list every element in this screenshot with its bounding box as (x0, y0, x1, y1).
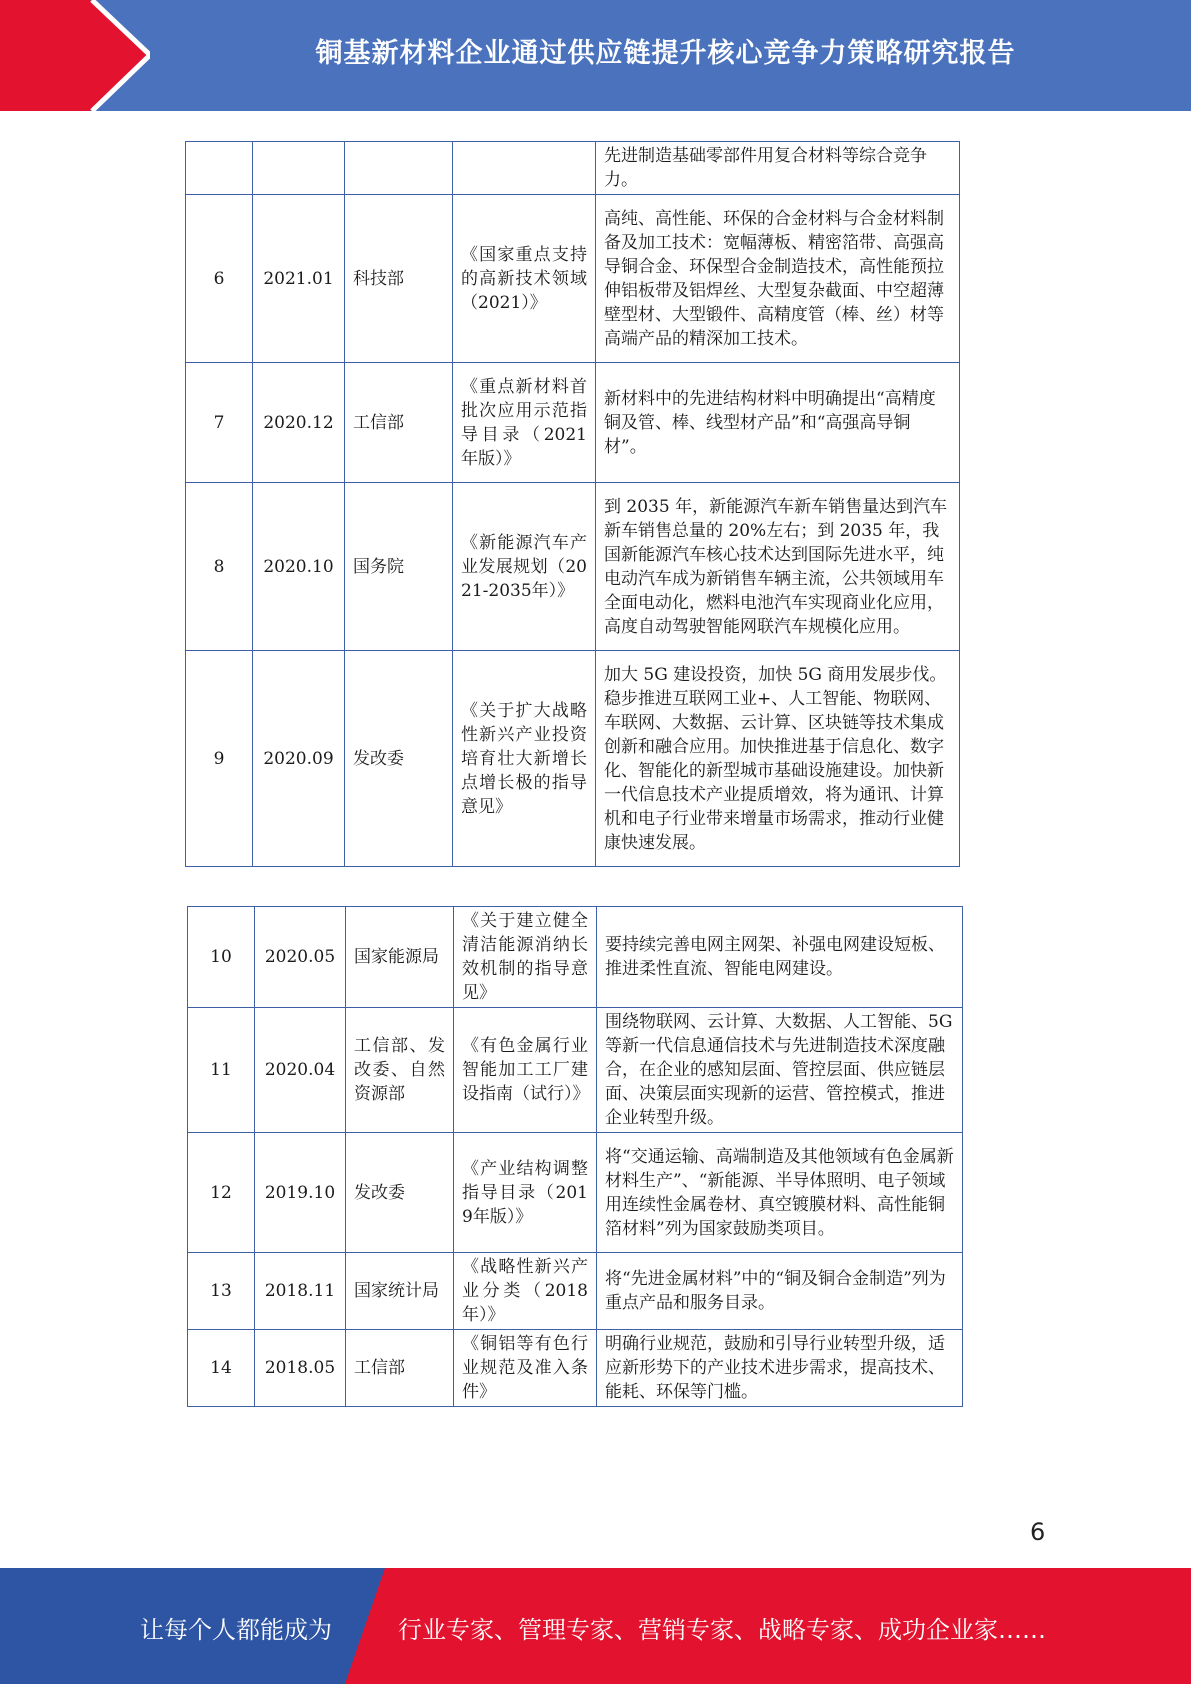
policy-table-2-body (188, 907, 963, 1407)
table-row (188, 907, 963, 1008)
row-date: 2020.12 (253, 363, 345, 483)
row-date: 2020.09 (253, 651, 345, 867)
row-policy-title: 《战略性新兴产业分类（2018年）》 (454, 1253, 597, 1330)
row-content: 将“交通运输、高端制造及其他领域有色金属新材料生产”、“新能源、半导体照明、电子领域用连续性金属卷材、真空镀膜材料、高性能铜箔材料”列为国家鼓励类项目。 (597, 1133, 963, 1253)
table-row (186, 483, 960, 651)
policy-table-1 (185, 141, 960, 867)
row-content: 加大 5G 建设投资，加快 5G 商用发展步伐。稳步推进互联网工业+、人工智能、物联网、车联网、大数据、云计算、区块链等技术集成创新和融合应用。加快推进基于信息化、数字化、智能化的新型城市基础设施建设。加快新一代信息技术产业提质增效，将为通讯、计算机和电子行业带来增量市场需求，推动行业健康快速发展。 (596, 651, 960, 867)
row-policy-title: 《新能源汽车产业发展规划（2021-2035年）》 (453, 483, 596, 651)
row-department: 科技部 (345, 195, 453, 363)
row-date: 2020.04 (255, 1008, 346, 1133)
row-number: 11 (188, 1008, 255, 1133)
row-date: 2018.11 (255, 1253, 346, 1330)
row-date: 2021.01 (253, 195, 345, 363)
row-department: 发改委 (345, 651, 453, 867)
row-policy-title: 《铜铝等有色行业规范及准入条件》 (454, 1330, 597, 1407)
row-number: 6 (186, 195, 253, 363)
row-date: 2020.10 (253, 483, 345, 651)
page-header (0, 0, 1191, 111)
policy-table-1-body (186, 142, 960, 867)
row-number: 12 (188, 1133, 255, 1253)
table-row (186, 195, 960, 363)
table-row (186, 363, 960, 483)
row-department: 工信部 (346, 1330, 454, 1407)
report-title: 铜基新材料企业通过供应链提升核心竞争力策略研究报告 (315, 37, 1016, 69)
row-content: 新材料中的先进结构材料中明确提出“高精度铜及管、棒、线型材产品”和“高强高导铜材”。 (596, 363, 960, 483)
row-date (253, 142, 345, 195)
row-content: 先进制造基础零部件用复合材料等综合竞争力。 (596, 142, 960, 195)
row-number: 14 (188, 1330, 255, 1407)
row-department: 国家能源局 (346, 907, 454, 1008)
row-policy-title (453, 142, 596, 195)
row-department: 工信部、发改委、自然资源部 (346, 1008, 454, 1133)
row-department: 工信部 (345, 363, 453, 483)
row-department: 国务院 (345, 483, 453, 651)
row-content: 明确行业规范，鼓励和引导行业转型升级，适应新形势下的产业技术进步需求，提高技术、能耗、环保等门槛。 (597, 1330, 963, 1407)
row-policy-title: 《国家重点支持的高新技术领域（2021）》 (453, 195, 596, 363)
row-department: 国家统计局 (346, 1253, 454, 1330)
page-number: 6 (1030, 1518, 1046, 1546)
row-policy-title: 《关于建立健全清洁能源消纳长效机制的指导意见》 (454, 907, 597, 1008)
row-policy-title: 《重点新材料首批次应用示范指导目录（2021年版）》 (453, 363, 596, 483)
row-number: 7 (186, 363, 253, 483)
table-row (188, 1008, 963, 1133)
row-content: 高纯、高性能、环保的合金材料与合金材料制备及加工技术：宽幅薄板、精密箔带、高强高导铜合金、环保型合金制造技术，高性能预拉伸铝板带及铝焊丝、大型复杂截面、中空超薄壁型材、大型锻件、高精度管（棒、丝）材等高端产品的精深加工技术。 (596, 195, 960, 363)
row-number (186, 142, 253, 195)
row-policy-title: 《有色金属行业智能加工工厂建设指南（试行）》 (454, 1008, 597, 1133)
row-content: 要持续完善电网主网架、补强电网建设短板、推进柔性直流、智能电网建设。 (597, 907, 963, 1008)
row-content: 围绕物联网、云计算、大数据、人工智能、5G 等新一代信息通信技术与先进制造技术深度融合，在企业的感知层面、管控层面、供应链层面、决策层面实现新的运营、管控模式，推进企业转型升级。 (597, 1008, 963, 1133)
footer-slogan-left: 让每个人都能成为 (140, 1616, 332, 1644)
row-number: 13 (188, 1253, 255, 1330)
row-date: 2020.05 (255, 907, 346, 1008)
row-content: 到 2035 年，新能源汽车新车销售量达到汽车新车销售总量的 20%左右；到 2035 年，我国新能源汽车核心技术达到国际先进水平，纯电动汽车成为新销售车辆主流，公共领域用车全面电动化，燃料电池汽车实现商业化应用，高度自动驾驶智能网联汽车规模化应用。 (596, 483, 960, 651)
row-policy-title: 《关于扩大战略性新兴产业投资培育壮大新增长点增长极的指导意见》 (453, 651, 596, 867)
table-row (186, 651, 960, 867)
header-red-chevron-icon (0, 0, 150, 111)
table-row (188, 1253, 963, 1330)
table-row (188, 1133, 963, 1253)
row-date: 2018.05 (255, 1330, 346, 1407)
row-number: 9 (186, 651, 253, 867)
row-policy-title: 《产业结构调整指导目录（2019年版）》 (454, 1133, 597, 1253)
row-content: 将“先进金属材料”中的“铜及铜合金制造”列为重点产品和服务目录。 (597, 1253, 963, 1330)
row-department (345, 142, 453, 195)
row-department: 发改委 (346, 1133, 454, 1253)
row-number: 10 (188, 907, 255, 1008)
table-row (186, 142, 960, 195)
row-number: 8 (186, 483, 253, 651)
footer-slogan-right: 行业专家、管理专家、营销专家、战略专家、成功企业家…… (398, 1616, 1046, 1644)
row-date: 2019.10 (255, 1133, 346, 1253)
table-row (188, 1330, 963, 1407)
policy-table-2 (187, 906, 963, 1407)
